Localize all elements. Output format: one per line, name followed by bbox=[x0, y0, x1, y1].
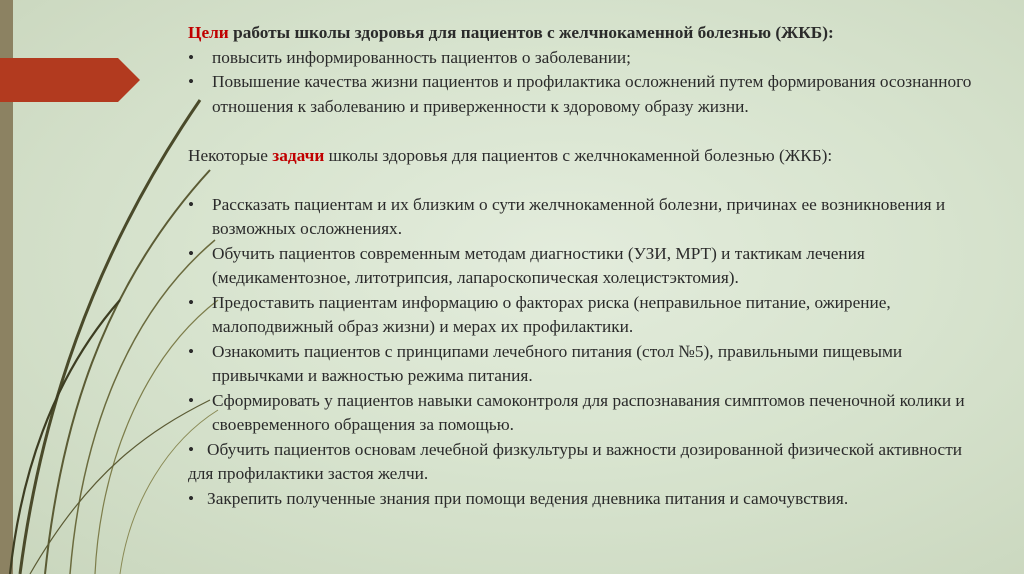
bullet-mark: • bbox=[188, 292, 195, 312]
bullet-mark: • bbox=[188, 47, 195, 67]
tasks-item bbox=[188, 291, 978, 340]
goals-title-rest: работы школы здоровья для пациентов с желчнокаменной болезнью (ЖКБ): bbox=[228, 23, 834, 42]
bullet-mark: • bbox=[188, 488, 195, 508]
tasks-item-text: Рассказать пациентам и их близким о сути желчнокаменной болезни, причинах ее возникновения и возможных осложнениях. bbox=[212, 194, 946, 238]
tasks-intro-highlight: задачи bbox=[272, 145, 325, 165]
bullet-mark: • bbox=[188, 72, 195, 91]
tasks-extra-item bbox=[188, 487, 978, 512]
tasks-item bbox=[188, 242, 978, 291]
bullet-mark: • bbox=[188, 390, 195, 410]
bullet-mark: • bbox=[188, 194, 195, 214]
bullet-mark: • bbox=[188, 243, 195, 263]
goals-item-text: повысить информированность пациентов о заболевании; bbox=[212, 47, 631, 67]
goals-item bbox=[188, 46, 978, 71]
tasks-item-text: Обучить пациентов современным методам диагностики (УЗИ, МРТ) и тактикам лечения (медикаментозное, литотрипсия, лапароскопическая холецистэктомия). bbox=[212, 243, 865, 287]
goals-title-highlight: Цели bbox=[188, 23, 229, 42]
goals-item-text: Повышение качества жизни пациентов и профилактика осложнений путем формирования осознанного отношения к заболеванию и приверженности к здоровому образу жизни. bbox=[212, 72, 972, 116]
slide-content bbox=[188, 21, 978, 511]
tasks-item bbox=[188, 389, 978, 438]
goals-item bbox=[188, 70, 978, 119]
tasks-intro bbox=[188, 144, 978, 169]
tasks-item-text: Предоставить пациентам информацию о факторах риска (неправильное питание, ожирение, малоподвижный образ жизни) и мерах их профилактики. bbox=[212, 292, 891, 336]
bullet-mark: • bbox=[188, 341, 195, 361]
tasks-extra-item bbox=[188, 438, 978, 487]
goals-heading bbox=[188, 21, 978, 46]
tasks-intro-after: школы здоровья для пациентов с желчнокаменной болезнью (ЖКБ): bbox=[324, 145, 833, 165]
tasks-item-text: Сформировать у пациентов навыки самоконтроля для распознавания симптомов печеночной колики и своевременного обращения за помощью. bbox=[212, 390, 965, 434]
title-banner-arrow bbox=[0, 58, 140, 102]
tasks-item bbox=[188, 340, 978, 389]
tasks-item-text: Ознакомить пациентов с принципами лечебного питания (стол №5), правильными пищевыми привычками и важностью режима питания. bbox=[212, 341, 903, 385]
tasks-intro-before: Некоторые bbox=[188, 145, 273, 165]
tasks-extra-item-text: Закрепить полученные знания при помощи ведения дневника питания и самочувствия. bbox=[207, 488, 849, 508]
bullet-mark: • bbox=[188, 439, 195, 459]
tasks-item bbox=[188, 193, 978, 242]
tasks-extra-item-text: Обучить пациентов основам лечебной физкультуры и важности дозированной физической активности для профилактики застоя желчи. bbox=[188, 439, 963, 483]
